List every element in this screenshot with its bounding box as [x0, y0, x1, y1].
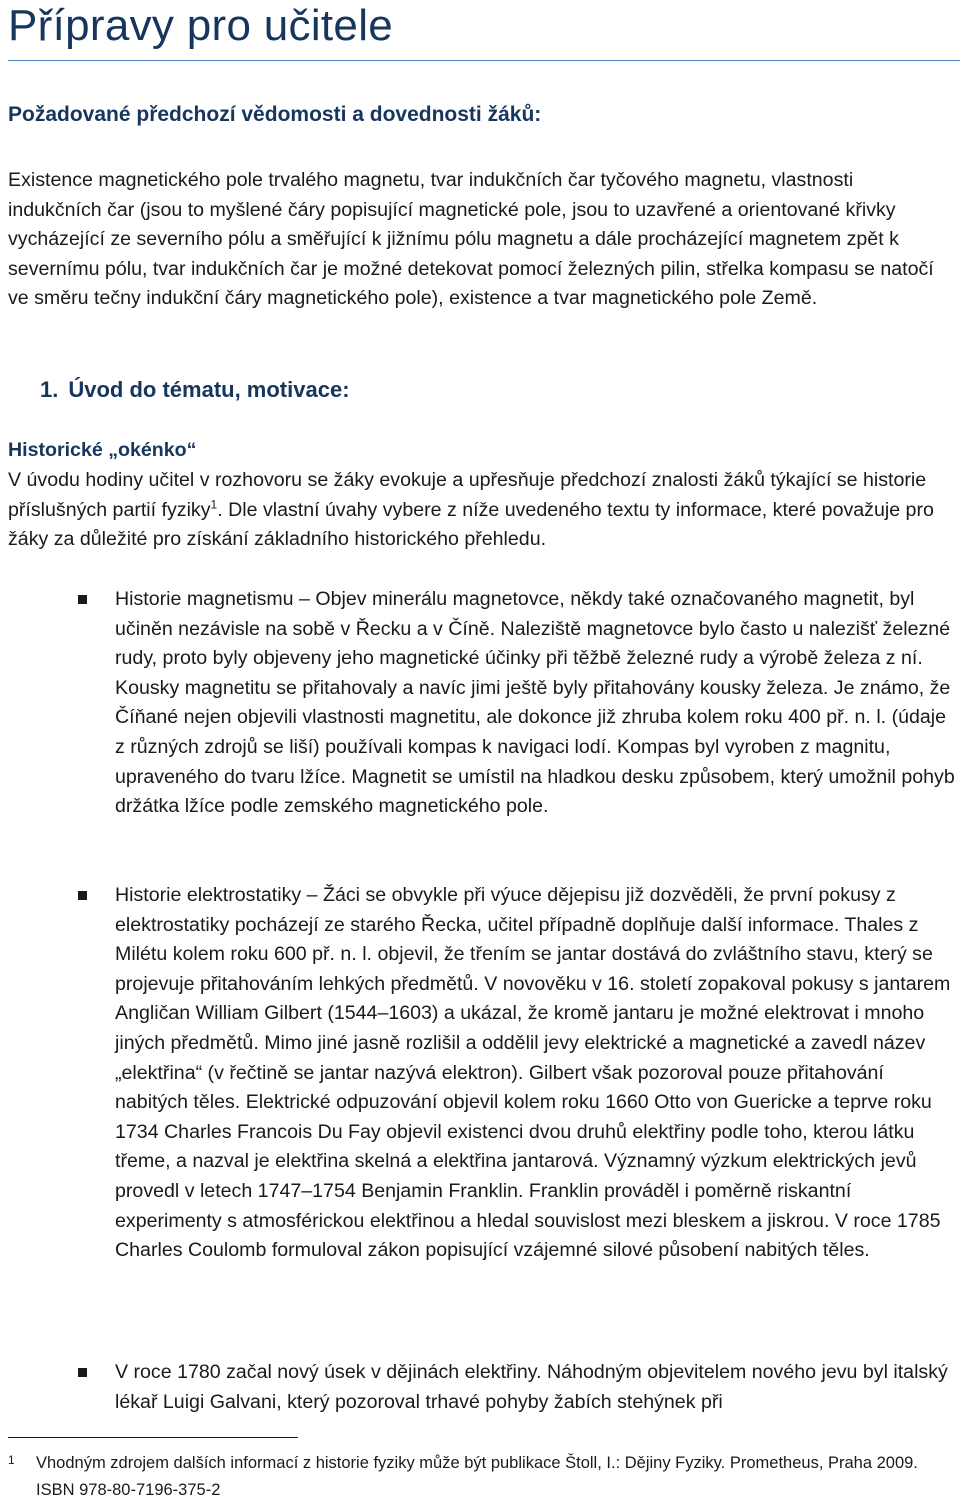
intro-text-part-2: . Dle vlastní úvahy vybere z níže uvedeného textu ty informace, které považuje pro žáky za důležité pro získání základního historického přehledu. [8, 498, 934, 551]
chapter-heading [40, 374, 350, 406]
footnote-separator [8, 1437, 298, 1438]
footnote [8, 1450, 938, 1504]
list-item-text: V roce 1780 začal nový úsek v dějinách elektřiny. Náhodným objevitelem nového jevu byl italský lékař Luigi Galvani, který pozoroval trhavé pohyby žabích stehýnek při [115, 1361, 948, 1413]
square-bullet-icon [78, 891, 87, 900]
chapter-number: 1. [40, 377, 59, 402]
square-bullet-icon [78, 595, 87, 604]
footnote-reference[interactable]: 1 [210, 497, 218, 512]
list-item-electrostatics-history [78, 881, 958, 1266]
list-item-text: Historie magnetismu – Objev minerálu magnetovce, někdy také označovaného magnetit, byl učiněn nezávisle na sobě v Řecku a v Číně. Naleziště magnetovce bylo často u nalezišť železné rudy, proto byly objeveny jeho magnetické účinky při těžbě železné rudy a výrobě železa z ní. Kousky magnetitu se přitahovaly a navíc jimi ještě byly přitahovány kousky železa. Je známo, že Číňané nejen objevili vlastnosti magnetitu, ale dokonce již zhruba kolem roku 400 př. n. l. (údaje z různých zdrojů se liší) používali kompas k navigaci lodí. Kompas byl vyroben z magnitu, upraveného do tvaru lžíce. Magnetit se umístil na hladkou desku způsobem, který umožnil pohyb držátka lžíce podle zemského magnetického pole. [115, 588, 955, 818]
intro-text-part-1: V úvodu hodiny učitel v rozhovoru se žáky evokuje a upřesňuje předchozí znalosti žáků týkající se historie příslušných partií fyziky [8, 469, 927, 521]
list-item-magnetism-history [78, 585, 958, 822]
prerequisites-heading: Požadované předchozí vědomosti a dovednosti žáků: [8, 103, 542, 126]
footnote-mark: 1 [8, 1453, 15, 1467]
footnote-text: Vhodným zdrojem dalších informací z historie fyziky může být publikace Štoll, I.: Dějiny Fyziky. Prometheus, Praha 2009. ISBN 978-80-7196-375-2 [36, 1454, 918, 1499]
prerequisites-paragraph: Existence magnetického pole trvalého magnetu, tvar indukčních čar tyčového magnetu, vlastnosti indukčních čar (jsou to myšlené čáry popisující magnetické pole, jsou to uzavřené a orientované křivky vycházející ze severního pólu a směřující k jižnímu pólu magnetu a dále procházející magnetem zpět k severnímu pólu, tvar indukčních čar je možné detekovat pomocí železných pilin, střelka kompasu se natočí ve směru tečny indukční čáry magnetického pole), existence a tvar magnetického pole Země. [8, 169, 934, 310]
historical-window-subheading: Historické „okénko“ [8, 439, 197, 461]
square-bullet-icon [78, 1368, 87, 1377]
intro-paragraph [8, 466, 948, 555]
chapter-title: Úvod do tématu, motivace: [68, 377, 350, 402]
page-title: Přípravy pro učitele [8, 1, 394, 50]
list-item-galvani [78, 1358, 958, 1417]
title-underline [8, 60, 960, 61]
list-item-text: Historie elektrostatiky – Žáci se obvykle při výuce dějepisu již dozvěděli, že první pokusy z elektrostatiky pocházejí ze starého Řecka, učitel případně doplňuje další informace. Thales z Milétu kolem roku 600 př. n. l. objevil, že třením se jantar dostává do zvláštního stavu, který se projevuje přitahováním lehkých předmětů. V novověku v 16. století zopakoval pokusy s jantarem Angličan William Gilbert (1544–1603) a ukázal, že kromě jantaru je možné elektrovat i mnoho jiných předmětů. Mimo jiné jasně rozlišil a oddělil jevy elektrické a magnetické a zavedl název „elektřina“ (v řečtině se jantar nazývá elektron). Gilbert však pozoroval pouze přitahování nabitých těles. Elektrické odpuzování objevil kolem roku 1660 Otto von Guericke a teprve roku 1734 Charles Francois Du Fay objevil existenci dvou druhů elektřiny podle toho, kterou látku třeme, a nazval je elektřina skelná a elektřina jantarová. Významný výzkum elektrických jevů provedl v letech 1747–1754 Benjamin Franklin. Franklin prováděl i poměrně riskantní experimenty s atmosférickou elektřinou a hledal souvislost mezi bleskem a jiskrou. V roce 1785 Charles Coulomb formuloval zákon popisující vzájemné silové působení nabitých těles. [115, 884, 951, 1262]
